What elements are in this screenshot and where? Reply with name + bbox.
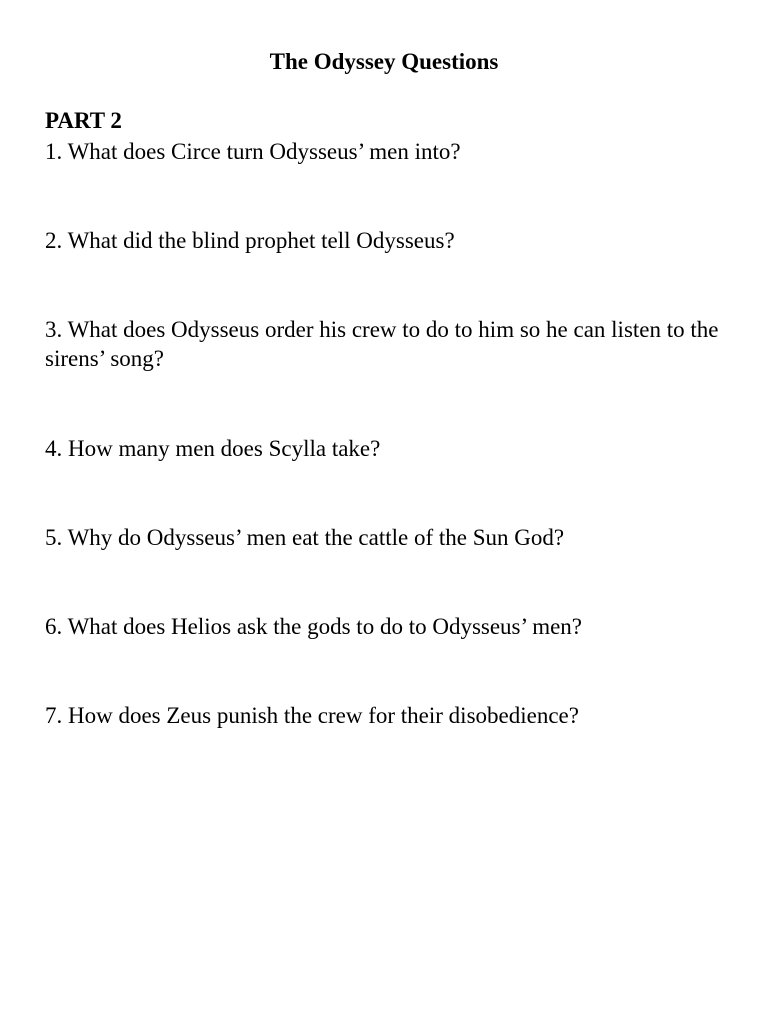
- question-2: 2. What did the blind prophet tell Odysseus?: [45, 228, 455, 253]
- question-5: 5. Why do Odysseus’ men eat the cattle of the Sun God?: [45, 525, 565, 550]
- page-title: The Odyssey Questions: [269, 49, 499, 74]
- question-4: 4. How many men does Scylla take?: [45, 436, 381, 461]
- question-1: 1. What does Circe turn Odysseus’ men into?: [45, 139, 461, 164]
- question-3: 3. What does Odysseus order his crew to do to him so he can listen to the sirens’ song?: [45, 317, 719, 371]
- question-7: 7. How does Zeus punish the crew for their disobedience?: [45, 703, 579, 728]
- question-6: 6. What does Helios ask the gods to do to Odysseus’ men?: [45, 614, 583, 639]
- section-heading: PART 2: [45, 108, 122, 133]
